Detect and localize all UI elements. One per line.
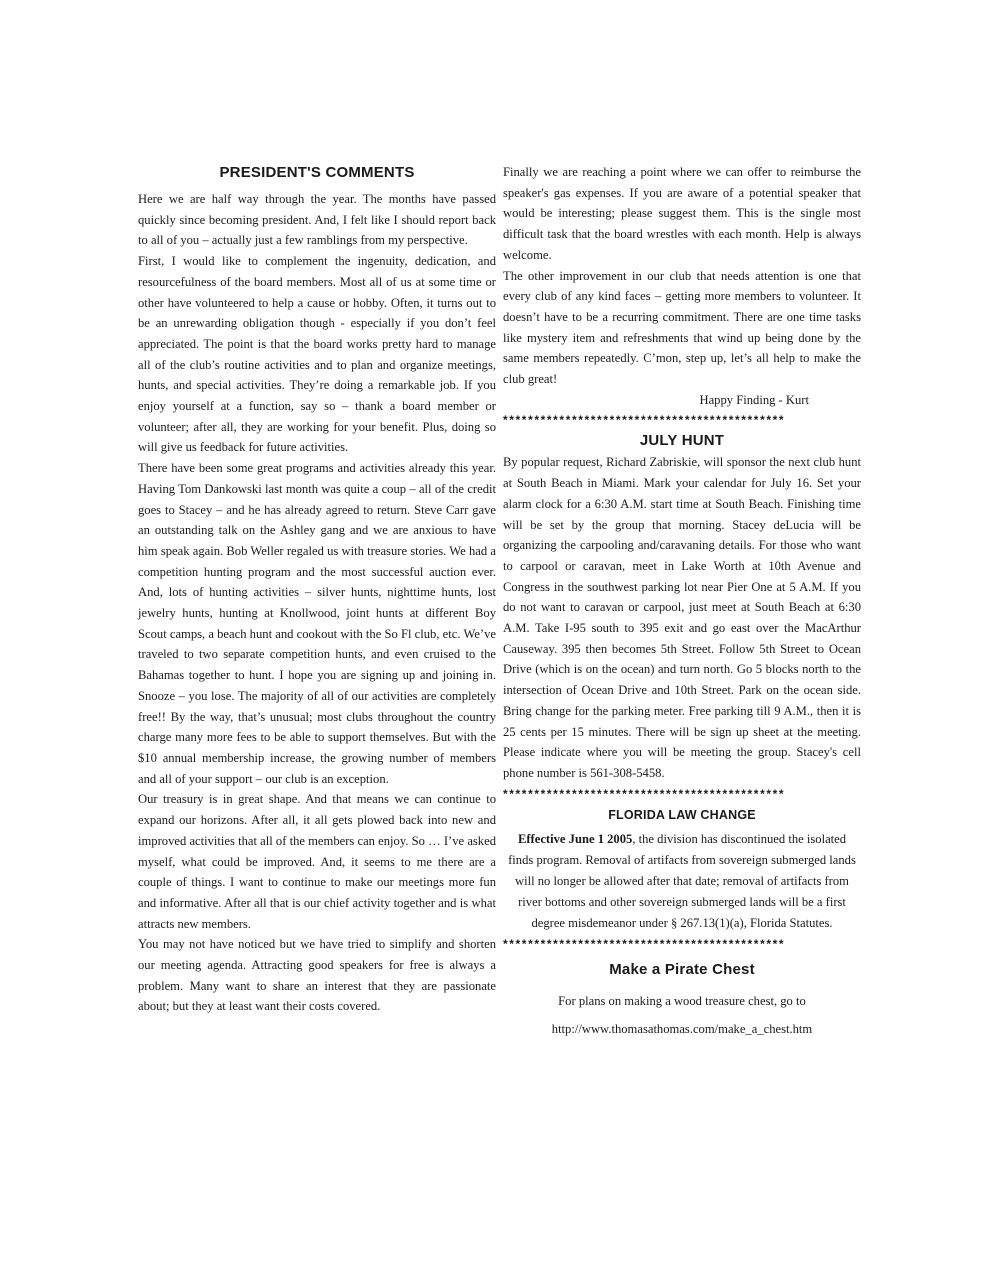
- pirate-chest-intro: For plans on making a wood treasure chest, go to: [558, 993, 806, 1008]
- president-paragraph-2: First, I would like to complement the ingenuity, dedication, and resourcefulness of the board members. Most all of us at some time or other have volunteered to help a cause or hobby. Often, it turns out to be an unrewarding obligation though - especially if you don’t feel appreciated. The point is that the board works pretty hard to manage all of the club’s routine activities and to plan and organize meetings, hunts, and special activities. They’re doing a remarkable job. If you enjoy yourself at a function, say so – thank a board member or volunteer; after all, they are working for your benefit. Plus, doing so will give us feedback for future activities.: [138, 254, 496, 455]
- president-paragraph-4: Our treasury is in great shape. And that means we can continue to expand our horizons. After all, it all gets plowed back into new and improved activities that all of the members can enjoy. So … I’ve asked myself, what could be improved. And, it seems to me there are a couple of things. I want to continue to make our meetings more fun and informative. After all that is our chief activity together and is what attracts new members.: [138, 792, 496, 931]
- pirate-chest-url: http://www.thomasathomas.com/make_a_chest.htm: [551, 1021, 813, 1036]
- section-separator: *********************************************: [503, 936, 786, 951]
- presidents-comments-heading: PRESIDENT'S COMMENTS: [219, 164, 415, 181]
- florida-law-text: , the division has discontinued the isolated finds program. Removal of artifacts from sovereign submerged lands will no longer be allowed after that date; removal of artifacts from river bottoms and other sovereign submerged lands will be a first degree misdemeanor under § 267.13(1)(a), Florida Statutes.: [508, 831, 856, 930]
- president-paragraph-3: There have been some great programs and activities already this year. Having Tom Dankowski last month was quite a coup – all of the credit goes to Stacey – and he has already agreed to return. Steve Carr gave an outstanding talk on the Ashley gang and we are anxious to have him speak again. Bob Weller regaled us with treasure stories. We had a competition hunting program and the most successful auction ever. And, lots of hunting activities – silver hunts, nighttime hunts, lost jewelry hunts, hunting at Knollwood, joint hunts at different Boy Scout camps, a beach hunt and cookout with the So Fl club, etc. We’ve traveled to two separate competition hunts, and even cruised to the Bahamas together to hunt. I hope you are signing up and joining in. Snooze – you lose. The majority of all of our activities are completely free!! By the way, that’s unusual; most clubs throughout the country charge many more fees to be able to support themselves. But with the $10 annual membership increase, the growing number of members and all of your support – our club is an exception.: [138, 461, 496, 786]
- right-column: [503, 162, 861, 1043]
- pirate-chest-heading: Make a Pirate Chest: [609, 960, 755, 978]
- president-continued-paragraph-1: Finally we are reaching a point where we can offer to reimburse the speaker's gas expenses. If you are aware of a potential speaker that would be interesting; please suggest them. This is the single most difficult task that the board wrestles with each month. Help is always welcome.: [503, 165, 861, 262]
- section-separator: *********************************************: [503, 413, 786, 428]
- florida-law-body: [503, 829, 861, 934]
- president-continued-paragraph-2: The other improvement in our club that needs attention is one that every club of any kind faces – getting more members to volunteer. It doesn’t have to be a recurring commitment. There are one time tasks like mystery item and refreshments that wind up being done by the same members repeatedly. C’mon, step up, let’s all help to make the club great!: [503, 268, 861, 387]
- florida-law-effective-date: Effective June 1 2005: [517, 831, 633, 846]
- july-hunt-body: By popular request, Richard Zabriskie, will sponsor the next club hunt at South Beach in Miami. Mark your calendar for July 16. Set your alarm clock for a 6:30 A.M. start time at South Beach. Finishing time will be set by the group that morning. Stacey deLucia will be organizing the carpooling and/caravaning details. For those who want to carpool or caravan, meet in Lake Worth at 10th Avenue and Congress in the southwest parking lot near Pier One at 5 A.M. If you do not want to caravan or carpool, just meet at South Beach at 6:30 A.M. Take I-95 south to 395 exit and go east over the MacArthur Causeway. 395 then becomes 5th Street. Follow 5th Street to Ocean Drive (which is on the ocean) and turn north. Go 5 blocks north to the intersection of Ocean Drive and 10th Street. Park on the ocean side. Bring change for the parking meter. Free parking till 9 A.M., then it is 25 cents per 15 minutes. There will be sign up sheet at the meeting. Please indicate where you will be meeting the group. Stacey's cell phone number is 561-308-5458.: [503, 455, 861, 780]
- florida-law-heading: FLORIDA LAW CHANGE: [608, 807, 756, 822]
- president-signoff: Happy Finding - Kurt: [699, 392, 809, 407]
- president-paragraph-1: Here we are half way through the year. The months have passed quickly since becoming president. And, I felt like I should report back to all of you – actually just a few ramblings from my perspective.: [138, 192, 496, 248]
- left-column: [138, 162, 496, 1017]
- july-hunt-heading: JULY HUNT: [639, 432, 725, 450]
- section-separator: *********************************************: [503, 786, 786, 801]
- president-paragraph-5: You may not have noticed but we have tried to simplify and shorten our meeting agenda. Attracting good speakers for free is always a problem. Many want to share an interest that they are passionate about; but they at least want their costs covered.: [138, 937, 496, 1014]
